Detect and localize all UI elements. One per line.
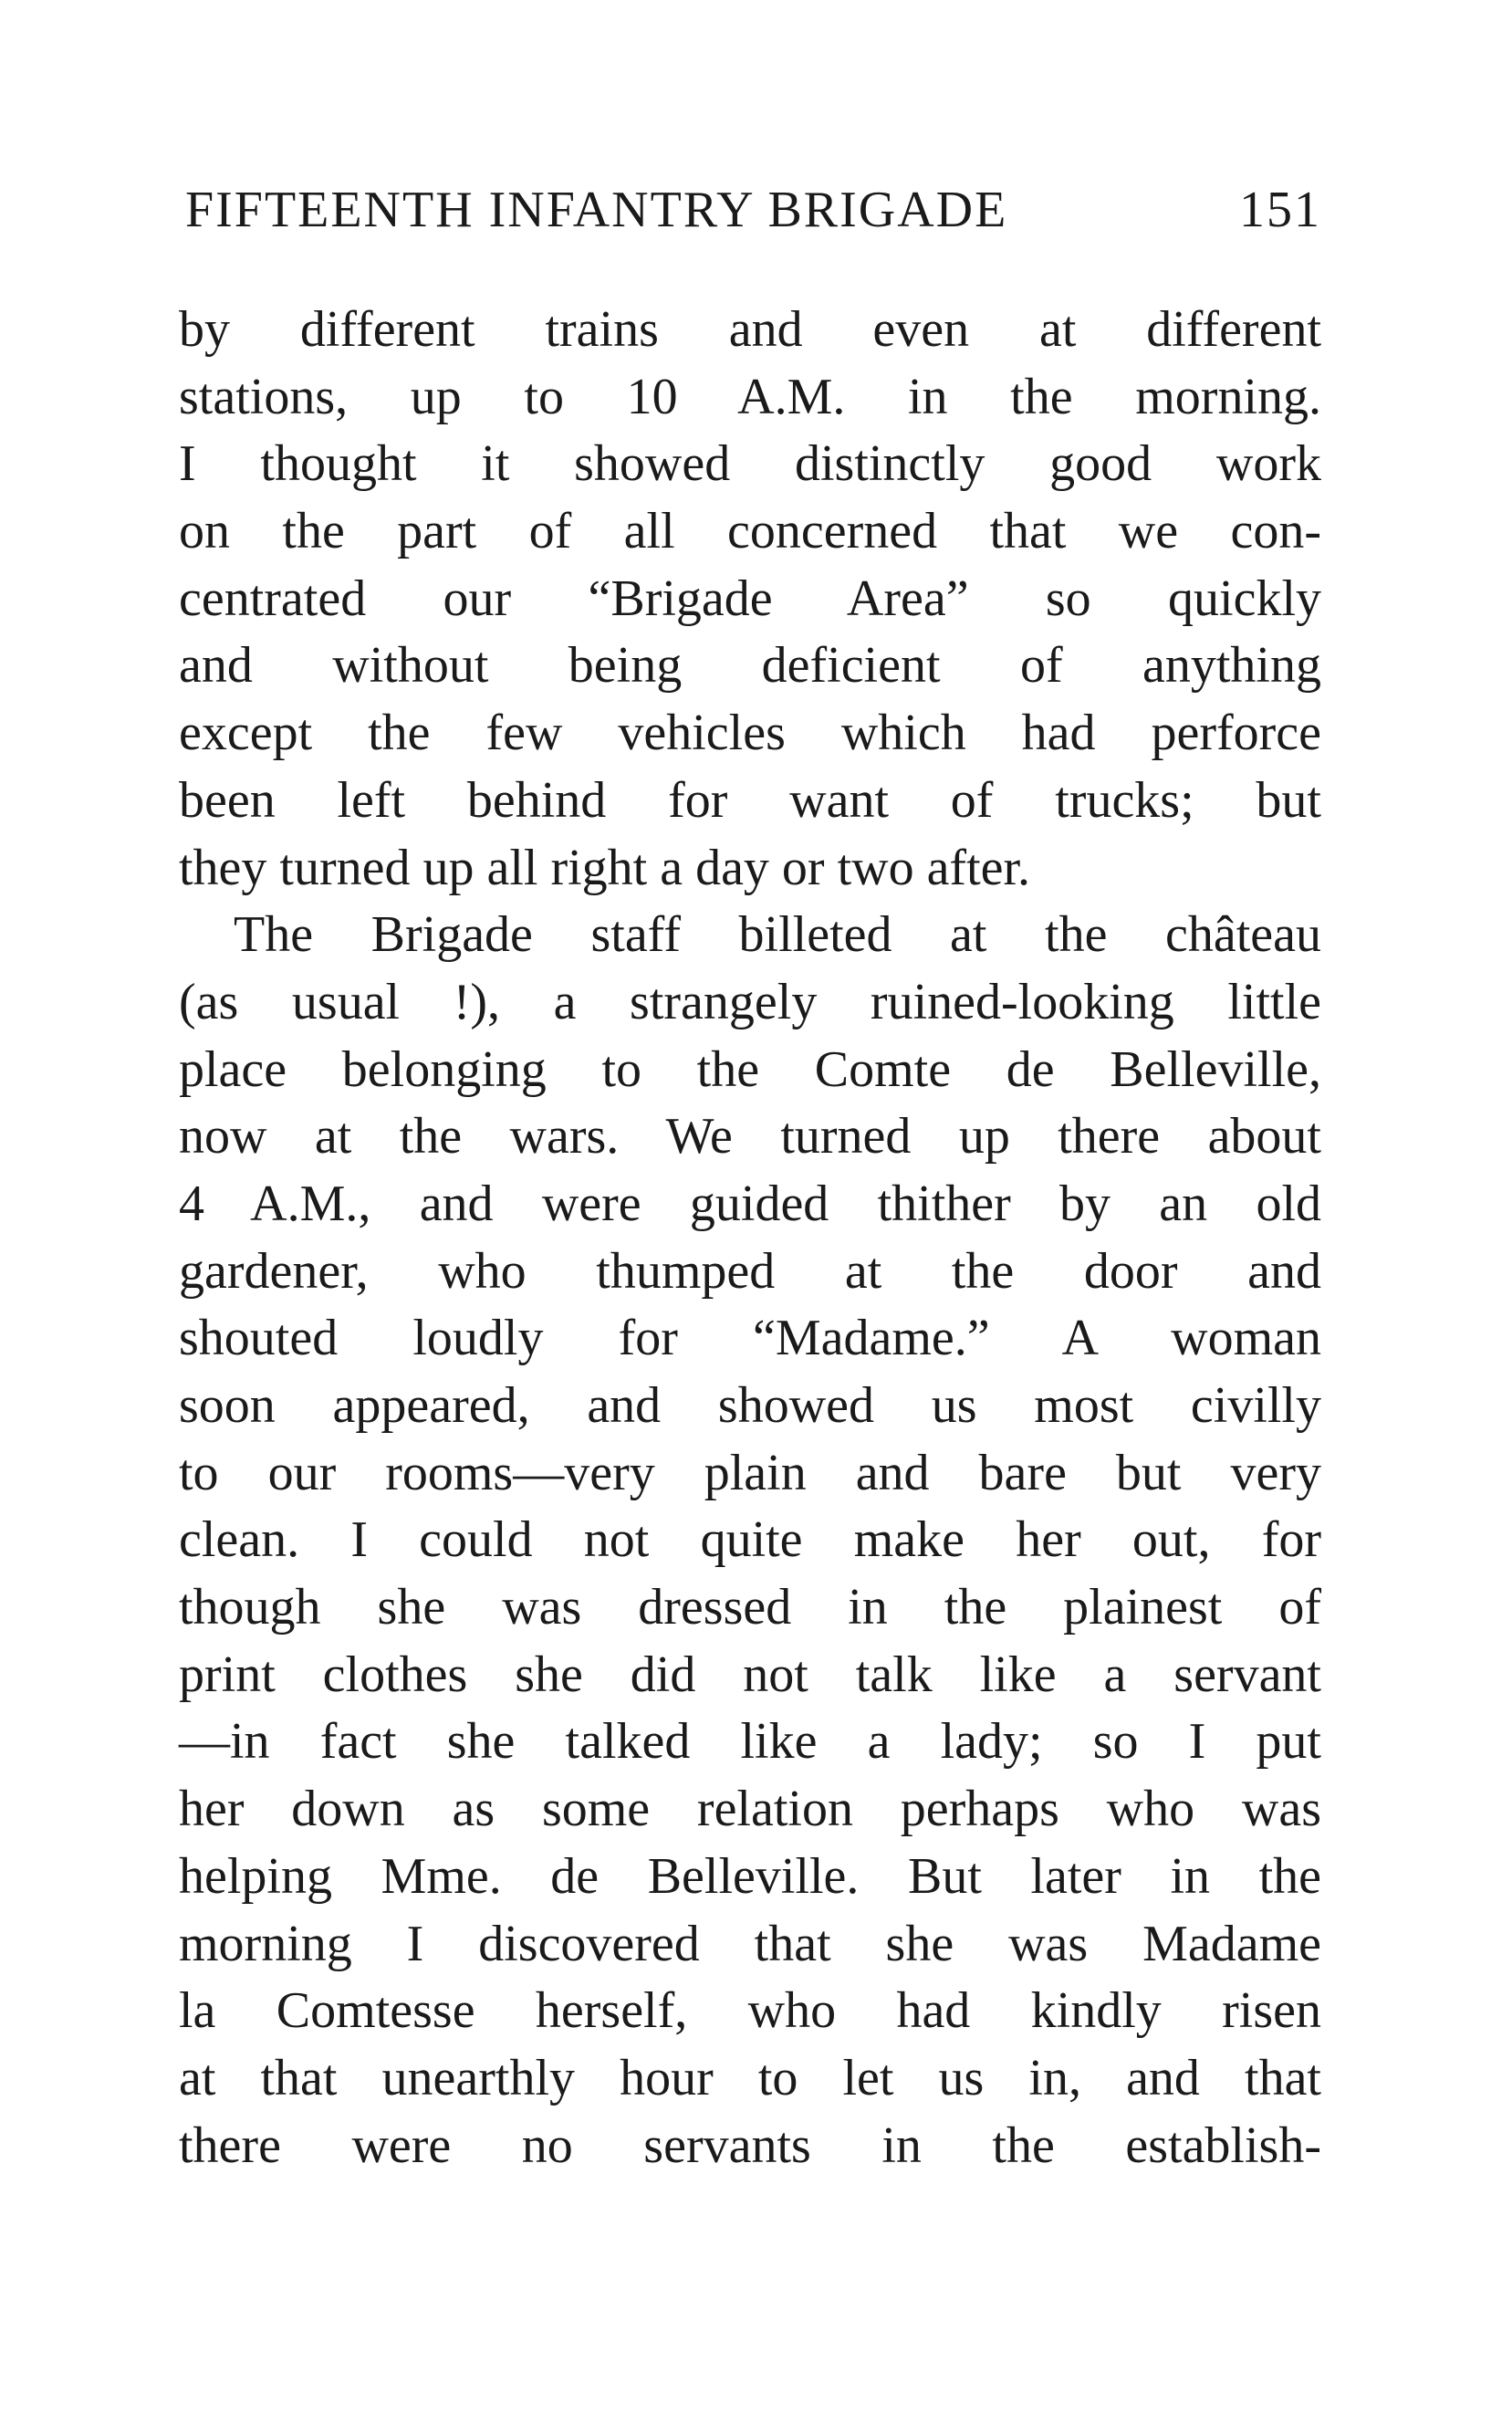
text-line: print clothes she did not talk like a servant <box>179 1646 1321 1703</box>
text-line: clean. I could not quite make her out, for <box>179 1511 1321 1569</box>
text-line: and without being deficient of anything <box>179 637 1321 695</box>
text-line: I thought it showed distinctly good work <box>179 435 1321 493</box>
text-line: they turned up all right a day or two after. <box>179 839 1031 896</box>
page-number: 151 <box>1239 182 1321 238</box>
text-line: —in fact she talked like a lady; so I put <box>179 1713 1321 1771</box>
text-line: stations, up to 10 A.M. in the morning. <box>179 368 1321 425</box>
text-line: though she was dressed in the plainest of <box>179 1579 1321 1636</box>
text-line: shouted loudly for “Madame.” A woman <box>179 1310 1321 1367</box>
text-line: place belonging to the Comte de Belleville, <box>179 1040 1321 1098</box>
text-line: her down as some relation perhaps who was <box>179 1781 1321 1838</box>
running-title: FIFTEENTH INFANTRY BRIGADE <box>185 182 1008 238</box>
text-line: la Comtesse herself, who had kindly risen <box>179 1982 1321 2040</box>
body-text <box>179 297 1321 2179</box>
text-line: on the part of all concerned that we con- <box>179 503 1321 560</box>
text-line: by different trains and even at different <box>179 301 1321 358</box>
text-line: at that unearthly hour to let us in, and that <box>179 2049 1321 2106</box>
text-line: now at the wars. We turned up there about <box>179 1108 1321 1165</box>
text-line: 4 A.M., and were guided thither by an old <box>179 1175 1321 1232</box>
text-line: except the few vehicles which had perforce <box>179 705 1321 762</box>
text-line: there were no servants in the establish- <box>179 2116 1321 2174</box>
running-header <box>185 181 1321 254</box>
text-line: centrated our “Brigade Area” so quickly <box>179 570 1321 627</box>
text-line: (as usual !), a strangely ruined-looking little <box>179 973 1321 1030</box>
text-line: gardener, who thumped at the door and <box>179 1242 1321 1300</box>
text-line: been left behind for want of trucks; but <box>179 771 1321 829</box>
text-line: soon appeared, and showed us most civilly <box>179 1377 1321 1434</box>
text-line: helping Mme. de Belleville. But later in the <box>179 1847 1321 1905</box>
text-line: The Brigade staff billeted at the château <box>234 906 1321 964</box>
text-line: to our rooms—very plain and bare but very <box>179 1444 1321 1501</box>
text-line: morning I discovered that she was Madame <box>179 1915 1321 1972</box>
